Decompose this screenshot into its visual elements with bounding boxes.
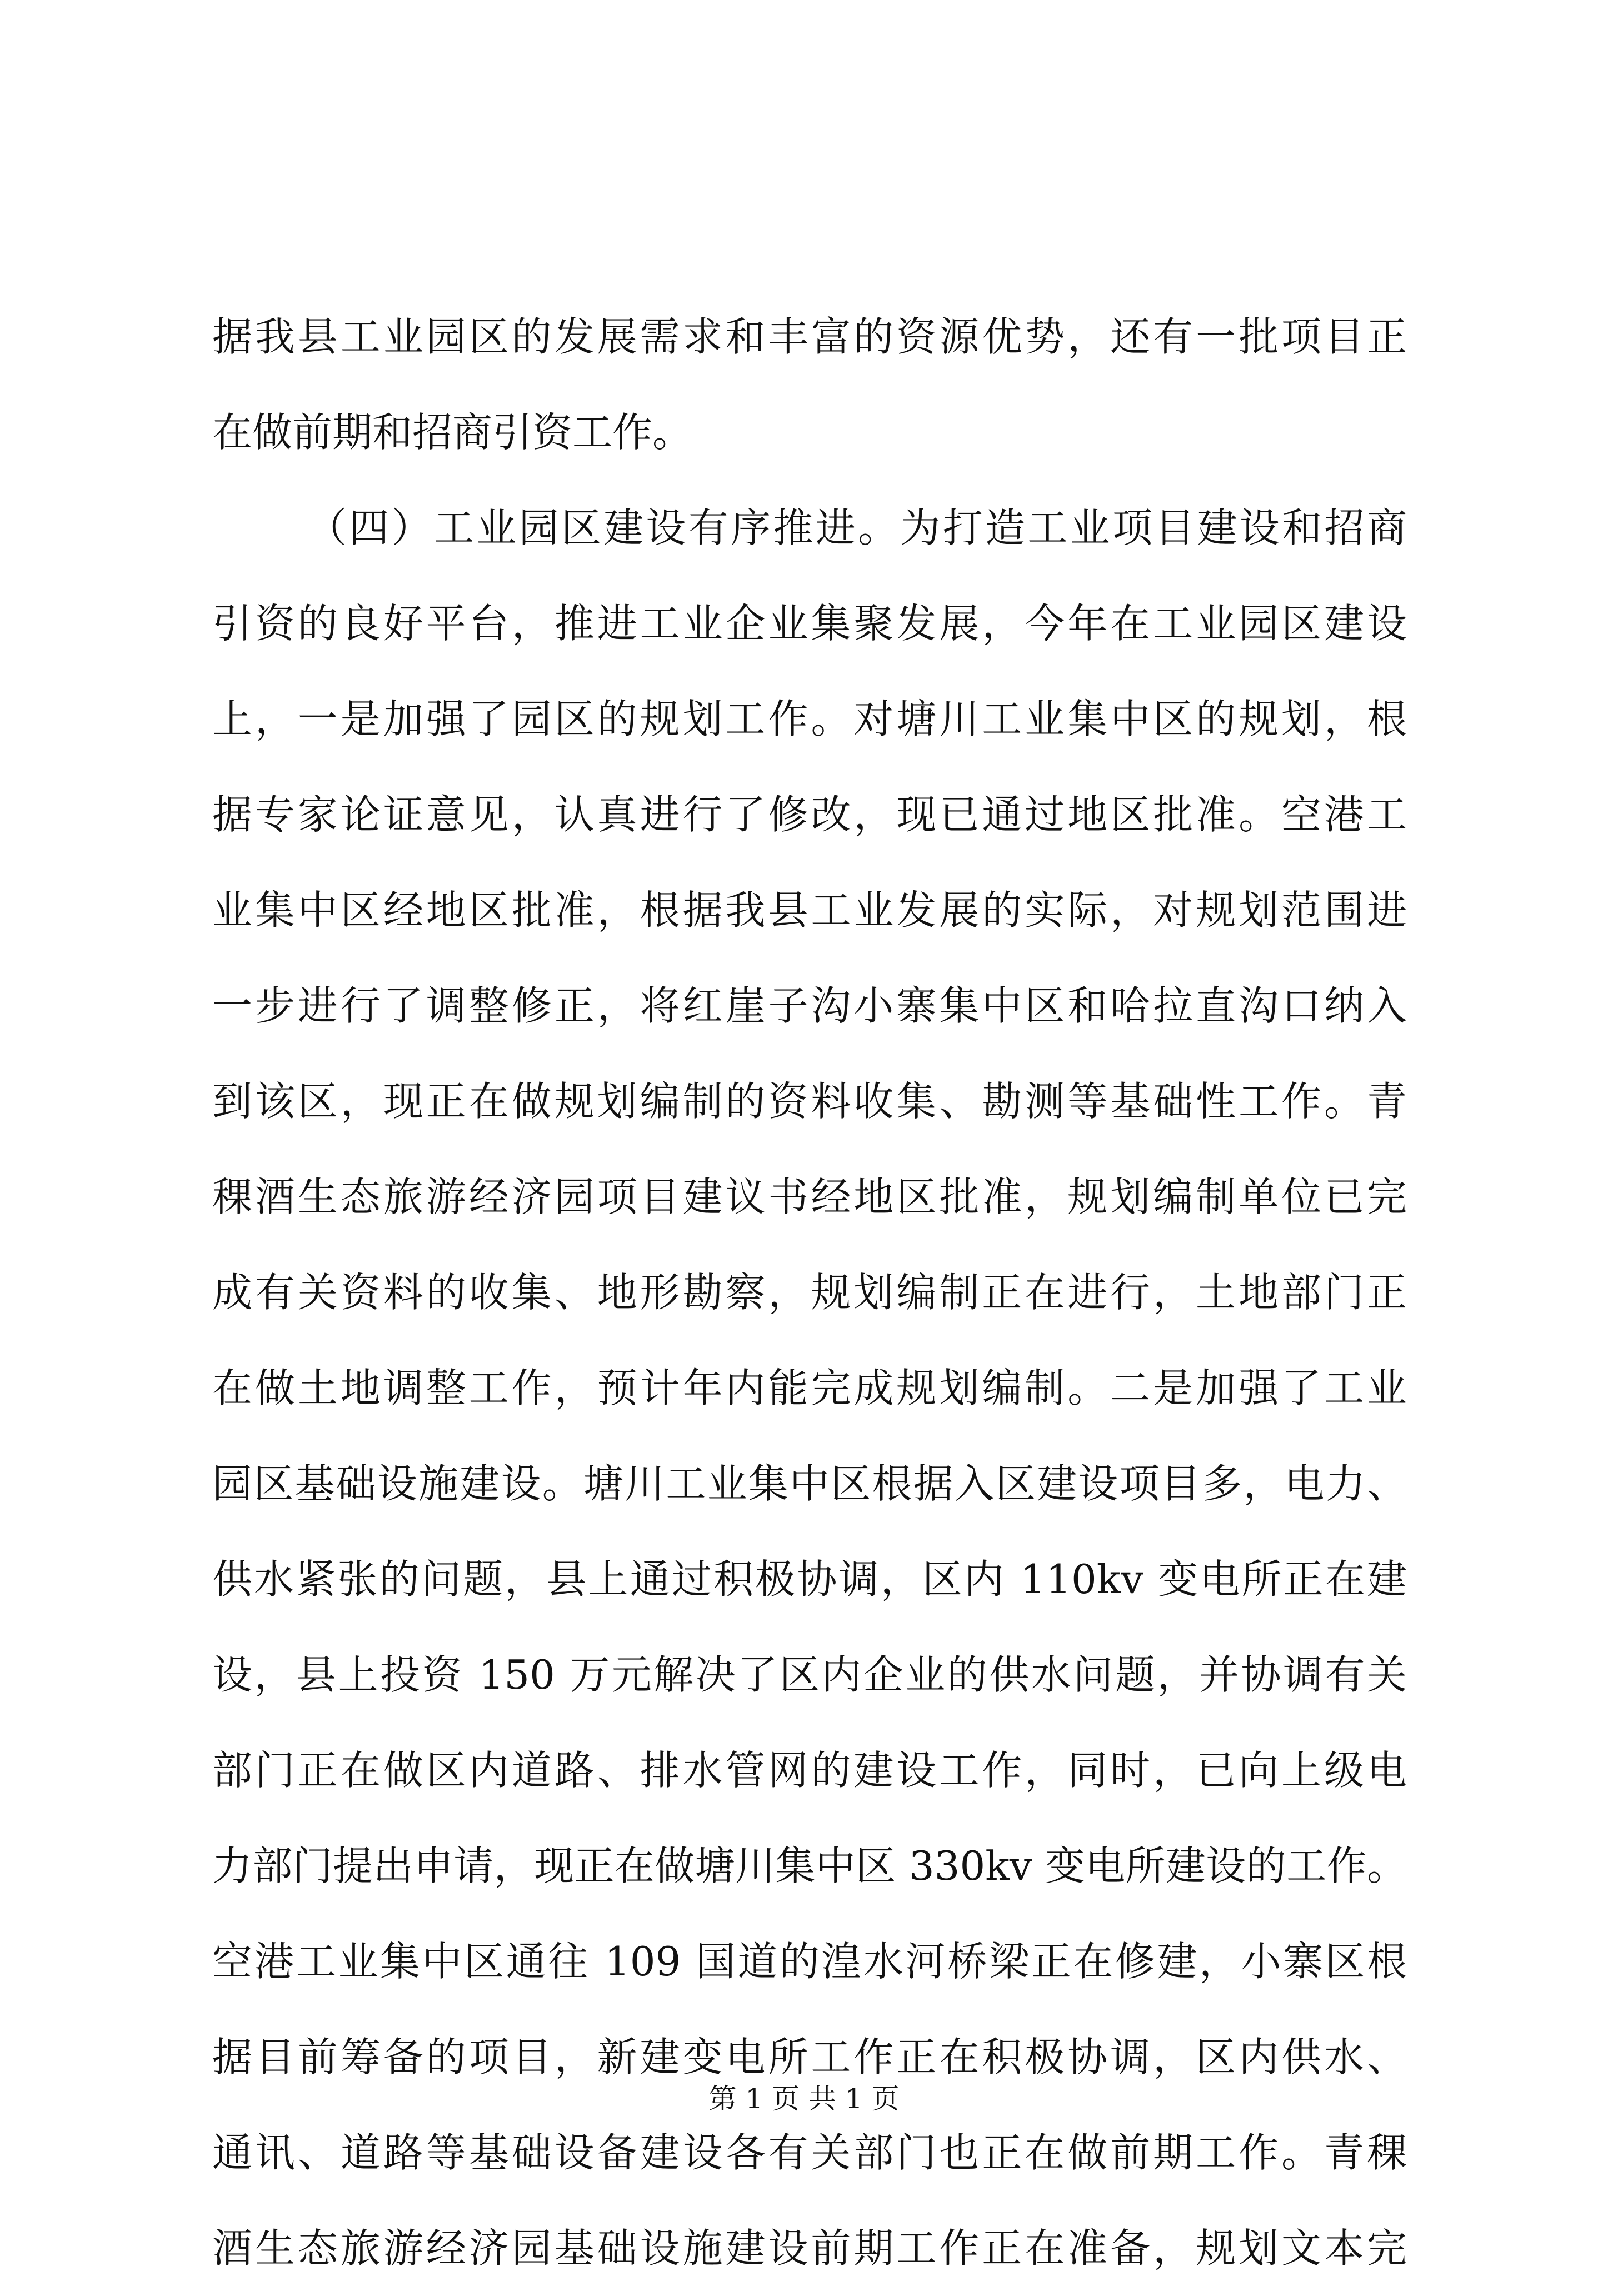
page-number-footer: 第 1 页 共 1 页 [708,2083,900,2115]
text-line: 设，县上投资 150 万元解决了区内企业的供水问题，并协调有关 [212,1651,1407,1698]
text-line: 业集中区经地区批准，根据我县工业发展的实际，对规划范围进 [212,887,1407,934]
text-line: 供水紧张的问题，县上通过积极协调，区内 110kv 变电所正在建 [212,1556,1407,1603]
text-line: 据专家论证意见，认真进行了修改，现已通过地区批准。空港工 [212,791,1407,838]
document-body [212,289,1407,2296]
text-line: 据目前筹备的项目，新建变电所工作正在积极协调，区内供水、 [212,2034,1407,2080]
text-line: 部门正在做区内道路、排水管网的建设工作，同时，已向上级电 [212,1747,1407,1794]
text-line: 引资的良好平台，推进工业企业集聚发展，今年在工业园区建设 [212,600,1407,647]
text-line: 到该区，现正在做规划编制的资料收集、勘测等基础性工作。青 [212,1078,1407,1125]
text-line: 据我县工业园区的发展需求和丰富的资源优势，还有一批项目正 [212,313,1407,360]
text-line: 一步进行了调整修正，将红崖子沟小寨集中区和哈拉直沟口纳入 [212,982,1407,1029]
text-line: 成有关资料的收集、地形勘察，规划编制正在进行，土地部门正 [212,1269,1407,1316]
text-line: 空港工业集中区通往 109 国道的湟水河桥梁正在修建，小寨区根 [212,1938,1407,1985]
text-line: 通讯、道路等基础设备建设各有关部门也正在做前期工作。青稞 [212,2129,1407,2176]
text-line: 在做土地调整工作，预计年内能完成规划编制。二是加强了工业 [212,1365,1407,1411]
text-line: 园区基础设施建设。塘川工业集中区根据入区建设项目多，电力、 [212,1460,1407,1507]
text-line: 稞酒生态旅游经济园项目建议书经地区批准，规划编制单位已完 [212,1174,1407,1220]
text-line: （四）工业园区建设有序推进。为打造工业项目建设和招商 [307,505,1407,551]
text-line: 酒生态旅游经济园基础设施建设前期工作正在准备，规划文本完 [212,2225,1407,2272]
text-line: 在做前期和招商引资工作。 [212,409,693,456]
text-line: 上，一是加强了园区的规划工作。对塘川工业集中区的规划，根 [212,696,1407,742]
text-line: 力部门提出申请，现正在做塘川集中区 330kv 变电所建设的工作。 [212,1843,1407,1889]
